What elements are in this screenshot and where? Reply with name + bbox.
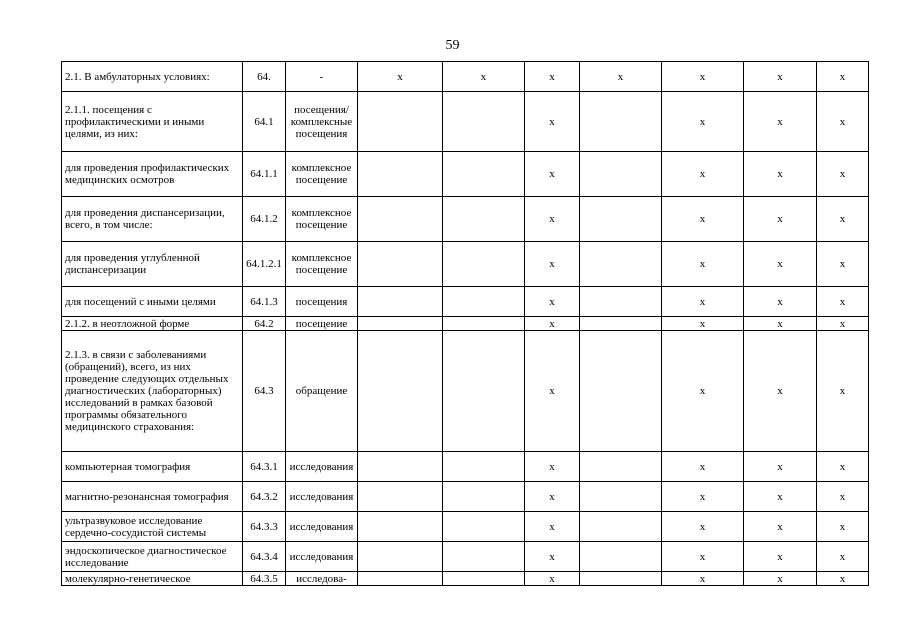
row-code: 64. xyxy=(243,62,286,92)
table-row xyxy=(62,197,869,242)
row-name: для посещений с иными целями xyxy=(62,287,243,317)
row-name: для проведения углубленной диспансеризации xyxy=(62,242,243,287)
row-cell: x xyxy=(744,572,817,586)
row-unit: исследования xyxy=(286,512,358,542)
row-unit: - xyxy=(286,62,358,92)
table-row xyxy=(62,512,869,542)
row-cell: x xyxy=(662,242,744,287)
row-code: 64.1.1 xyxy=(243,152,286,197)
row-code: 64.1 xyxy=(243,92,286,152)
row-cell: x xyxy=(525,572,580,586)
row-name: молекулярно-генетическое xyxy=(62,572,243,586)
row-code: 64.1.3 xyxy=(243,287,286,317)
row-unit: исследования xyxy=(286,542,358,572)
row-cell: x xyxy=(744,197,817,242)
row-cell xyxy=(580,512,662,542)
row-cell: x xyxy=(580,62,662,92)
row-code: 64.3.5 xyxy=(243,572,286,586)
row-unit: комплексное посещение xyxy=(286,152,358,197)
row-cell xyxy=(358,482,443,512)
row-cell: x xyxy=(744,317,817,331)
row-cell: x xyxy=(744,452,817,482)
table-row xyxy=(62,152,869,197)
row-name: 2.1.1. посещения с профилактическими и иными целями, из них: xyxy=(62,92,243,152)
row-cell xyxy=(443,482,525,512)
row-cell xyxy=(358,197,443,242)
row-cell: x xyxy=(817,542,869,572)
table-row xyxy=(62,452,869,482)
row-cell: x xyxy=(525,512,580,542)
row-cell xyxy=(358,287,443,317)
row-cell: x xyxy=(744,512,817,542)
row-code: 64.1.2 xyxy=(243,197,286,242)
row-code: 64.3.1 xyxy=(243,452,286,482)
row-cell xyxy=(358,542,443,572)
row-cell: x xyxy=(358,62,443,92)
row-name: 2.1.3. в связи с заболеваниями (обращений), всего, из них проведение следующих отдельных диагностических (лабораторных) исследований в рамках базовой программы обязательного медицинского страхования: xyxy=(62,331,243,452)
row-cell: x xyxy=(525,62,580,92)
row-cell: x xyxy=(817,572,869,586)
row-cell: x xyxy=(817,92,869,152)
table-row xyxy=(62,542,869,572)
row-name: ультразвуковое исследование сердечно-сосудистой системы xyxy=(62,512,243,542)
row-cell: x xyxy=(817,317,869,331)
row-cell: x xyxy=(662,197,744,242)
row-cell xyxy=(580,331,662,452)
row-code: 64.3.3 xyxy=(243,512,286,542)
row-cell xyxy=(358,92,443,152)
row-cell xyxy=(580,482,662,512)
row-cell: x xyxy=(817,512,869,542)
table-row xyxy=(62,242,869,287)
row-cell xyxy=(443,542,525,572)
row-cell: x xyxy=(662,572,744,586)
row-cell: x xyxy=(525,482,580,512)
row-cell: x xyxy=(525,452,580,482)
row-unit: исследования xyxy=(286,482,358,512)
row-code: 64.1.2.1 xyxy=(243,242,286,287)
row-code: 64.3 xyxy=(243,331,286,452)
row-name: компьютерная томография xyxy=(62,452,243,482)
row-cell: x xyxy=(817,452,869,482)
row-cell xyxy=(358,452,443,482)
table-row xyxy=(62,287,869,317)
row-cell: x xyxy=(817,482,869,512)
row-name: для проведения диспансеризации, всего, в том числе: xyxy=(62,197,243,242)
row-cell xyxy=(358,242,443,287)
row-cell: x xyxy=(662,317,744,331)
row-cell xyxy=(443,242,525,287)
row-unit: комплексное посещение xyxy=(286,197,358,242)
table-row xyxy=(62,331,869,452)
row-unit: исследова- xyxy=(286,572,358,586)
row-cell: x xyxy=(817,287,869,317)
row-name: магнитно-резонансная томография xyxy=(62,482,243,512)
row-cell xyxy=(580,242,662,287)
row-cell: x xyxy=(525,92,580,152)
row-cell xyxy=(358,152,443,197)
row-unit: обращение xyxy=(286,331,358,452)
row-unit: исследования xyxy=(286,452,358,482)
row-cell xyxy=(580,197,662,242)
row-cell: x xyxy=(817,197,869,242)
row-cell: x xyxy=(662,452,744,482)
row-cell xyxy=(580,92,662,152)
row-cell xyxy=(580,317,662,331)
row-cell xyxy=(443,92,525,152)
row-cell: x xyxy=(662,92,744,152)
table-row xyxy=(62,92,869,152)
row-name: 2.1.2. в неотложной форме xyxy=(62,317,243,331)
row-cell xyxy=(443,287,525,317)
row-cell: x xyxy=(662,542,744,572)
row-cell: x xyxy=(744,482,817,512)
row-cell: x xyxy=(817,242,869,287)
row-cell xyxy=(580,572,662,586)
row-cell: x xyxy=(744,542,817,572)
row-cell: x xyxy=(744,92,817,152)
row-cell xyxy=(358,572,443,586)
row-code: 64.3.2 xyxy=(243,482,286,512)
row-cell xyxy=(580,452,662,482)
row-cell xyxy=(358,317,443,331)
row-name: эндоскопическое диагностическое исследование xyxy=(62,542,243,572)
table-row xyxy=(62,62,869,92)
statistics-table xyxy=(61,61,869,586)
row-unit: посещения/комплексные посещения xyxy=(286,92,358,152)
row-unit: посещения xyxy=(286,287,358,317)
row-cell: x xyxy=(744,152,817,197)
row-name: для проведения профилактических медицинских осмотров xyxy=(62,152,243,197)
row-cell: x xyxy=(525,542,580,572)
row-cell: x xyxy=(662,287,744,317)
row-cell xyxy=(443,452,525,482)
row-cell: x xyxy=(662,62,744,92)
row-cell: x xyxy=(525,317,580,331)
row-unit: посещение xyxy=(286,317,358,331)
page-number: 59 xyxy=(445,38,460,53)
row-cell xyxy=(580,152,662,197)
row-cell xyxy=(358,512,443,542)
row-cell: x xyxy=(817,331,869,452)
row-cell: x xyxy=(817,62,869,92)
row-cell xyxy=(358,331,443,452)
row-cell xyxy=(580,542,662,572)
row-cell: x xyxy=(744,331,817,452)
table-row xyxy=(62,572,869,586)
row-cell xyxy=(443,572,525,586)
row-cell xyxy=(580,287,662,317)
row-cell: x xyxy=(525,287,580,317)
table-row xyxy=(62,482,869,512)
row-code: 64.3.4 xyxy=(243,542,286,572)
row-cell: x xyxy=(744,242,817,287)
row-cell xyxy=(443,197,525,242)
row-cell: x xyxy=(662,152,744,197)
row-cell: x xyxy=(662,482,744,512)
table-body xyxy=(62,62,869,586)
row-cell: x xyxy=(662,512,744,542)
row-cell: x xyxy=(525,242,580,287)
row-cell: x xyxy=(525,197,580,242)
table-row xyxy=(62,317,869,331)
row-cell: x xyxy=(525,152,580,197)
row-code: 64.2 xyxy=(243,317,286,331)
row-cell: x xyxy=(744,62,817,92)
row-cell xyxy=(443,152,525,197)
row-cell xyxy=(443,512,525,542)
row-cell xyxy=(443,331,525,452)
row-name: 2.1. В амбулаторных условиях: xyxy=(62,62,243,92)
row-cell: x xyxy=(817,152,869,197)
row-cell xyxy=(443,317,525,331)
row-cell: x xyxy=(525,331,580,452)
row-cell: x xyxy=(744,287,817,317)
row-cell: x xyxy=(662,331,744,452)
row-cell: x xyxy=(443,62,525,92)
row-unit: комплексное посещение xyxy=(286,242,358,287)
